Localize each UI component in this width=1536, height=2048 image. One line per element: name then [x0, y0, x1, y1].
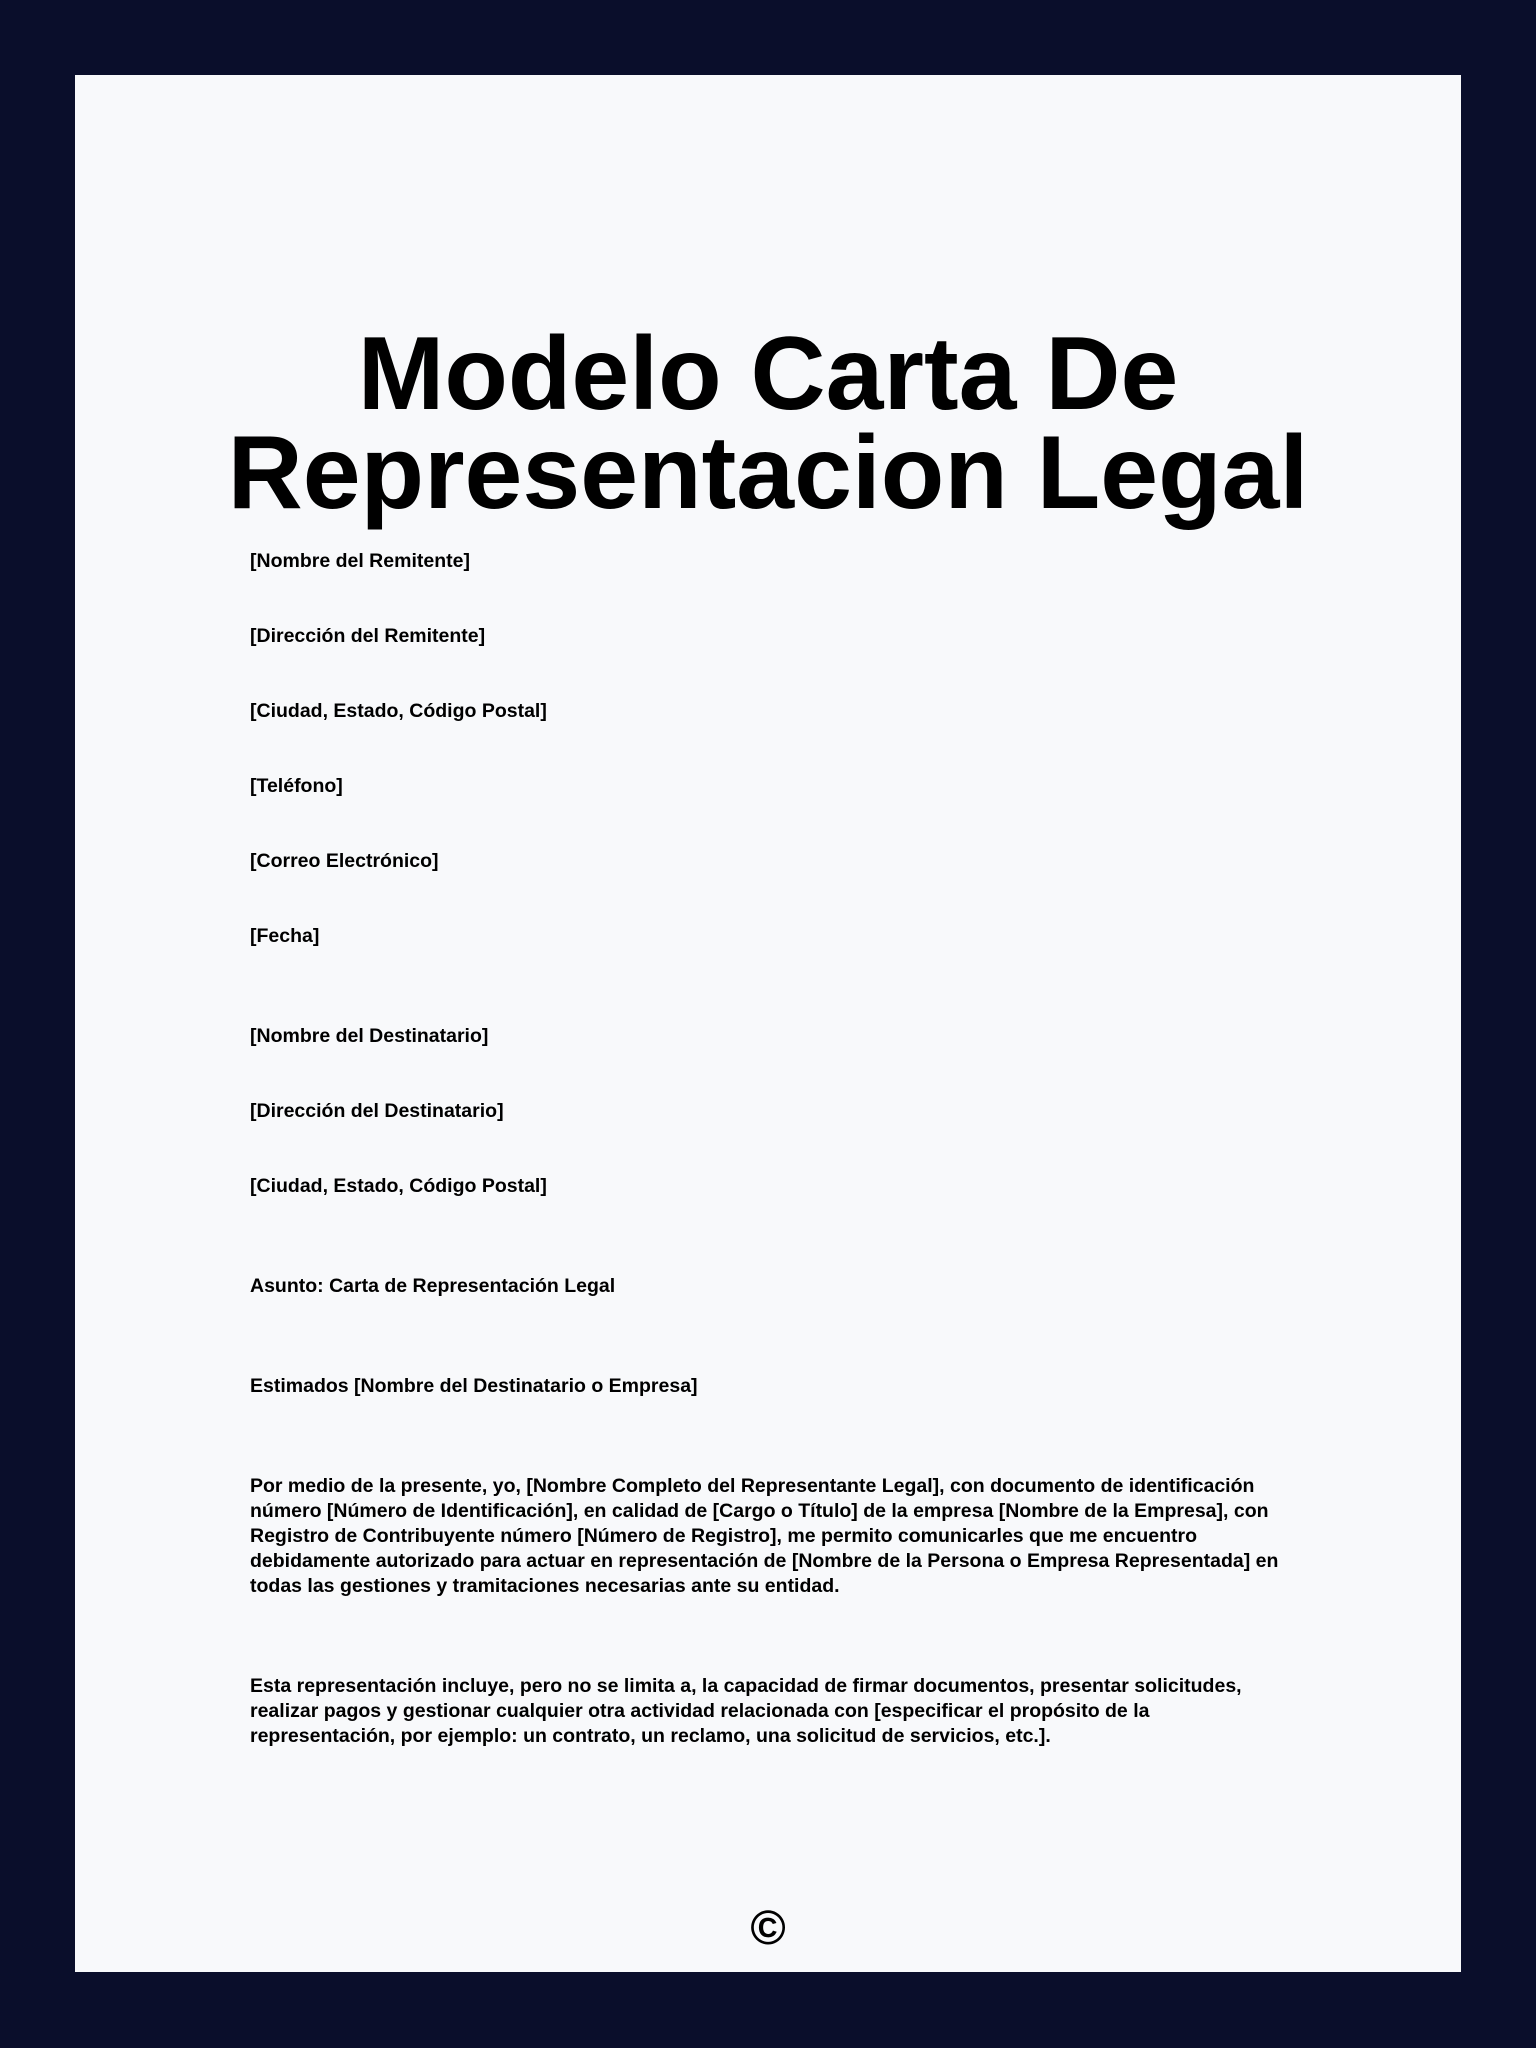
sender-phone: [Teléfono]: [250, 775, 343, 797]
sender-address: [Dirección del Remitente]: [250, 625, 486, 647]
page-title: Modelo Carta De Representacion Legal: [227, 316, 1309, 531]
body-paragraph: Esta representación incluye, pero no se limita a, la capacidad de firmar documentos, presentar solicitudes, realizar pagos y gestionar cualquier otra actividad relacionada con [especificar el propósito de la representación, por ejemplo: un contrato, un reclamo, una solicitud de servicios, etc.].: [250, 1675, 1242, 1747]
document-page: [75, 75, 1461, 1972]
sender-name: [Nombre del Remitente]: [250, 550, 470, 572]
letter-greeting: Estimados [Nombre del Destinatario o Empresa]: [250, 1375, 698, 1397]
copyright-icon: ©: [750, 1902, 786, 1955]
letter-date: [Fecha]: [250, 925, 320, 947]
body-paragraph: Por medio de la presente, yo, [Nombre Completo del Representante Legal], con documento de identificación número [Número de Identificación], en calidad de [Cargo o Título] de la empresa [Nombre de la Empresa], con Registro de Contribuyente número [Número de Registro], me permito comunicarles que me encuentro debidamente autorizado para actuar en representación de [Nombre de la Persona o Empresa Representada] en todas las gestiones y tramitaciones necesarias ante su entidad.: [250, 1475, 1279, 1597]
recipient-city: [Ciudad, Estado, Código Postal]: [250, 1175, 547, 1197]
letter-subject: Asunto: Carta de Representación Legal: [250, 1275, 616, 1297]
recipient-name: [Nombre del Destinatario]: [250, 1025, 489, 1047]
recipient-address: [Dirección del Destinatario]: [250, 1100, 504, 1122]
sender-email: [Correo Electrónico]: [250, 850, 439, 872]
sender-city: [Ciudad, Estado, Código Postal]: [250, 700, 547, 722]
